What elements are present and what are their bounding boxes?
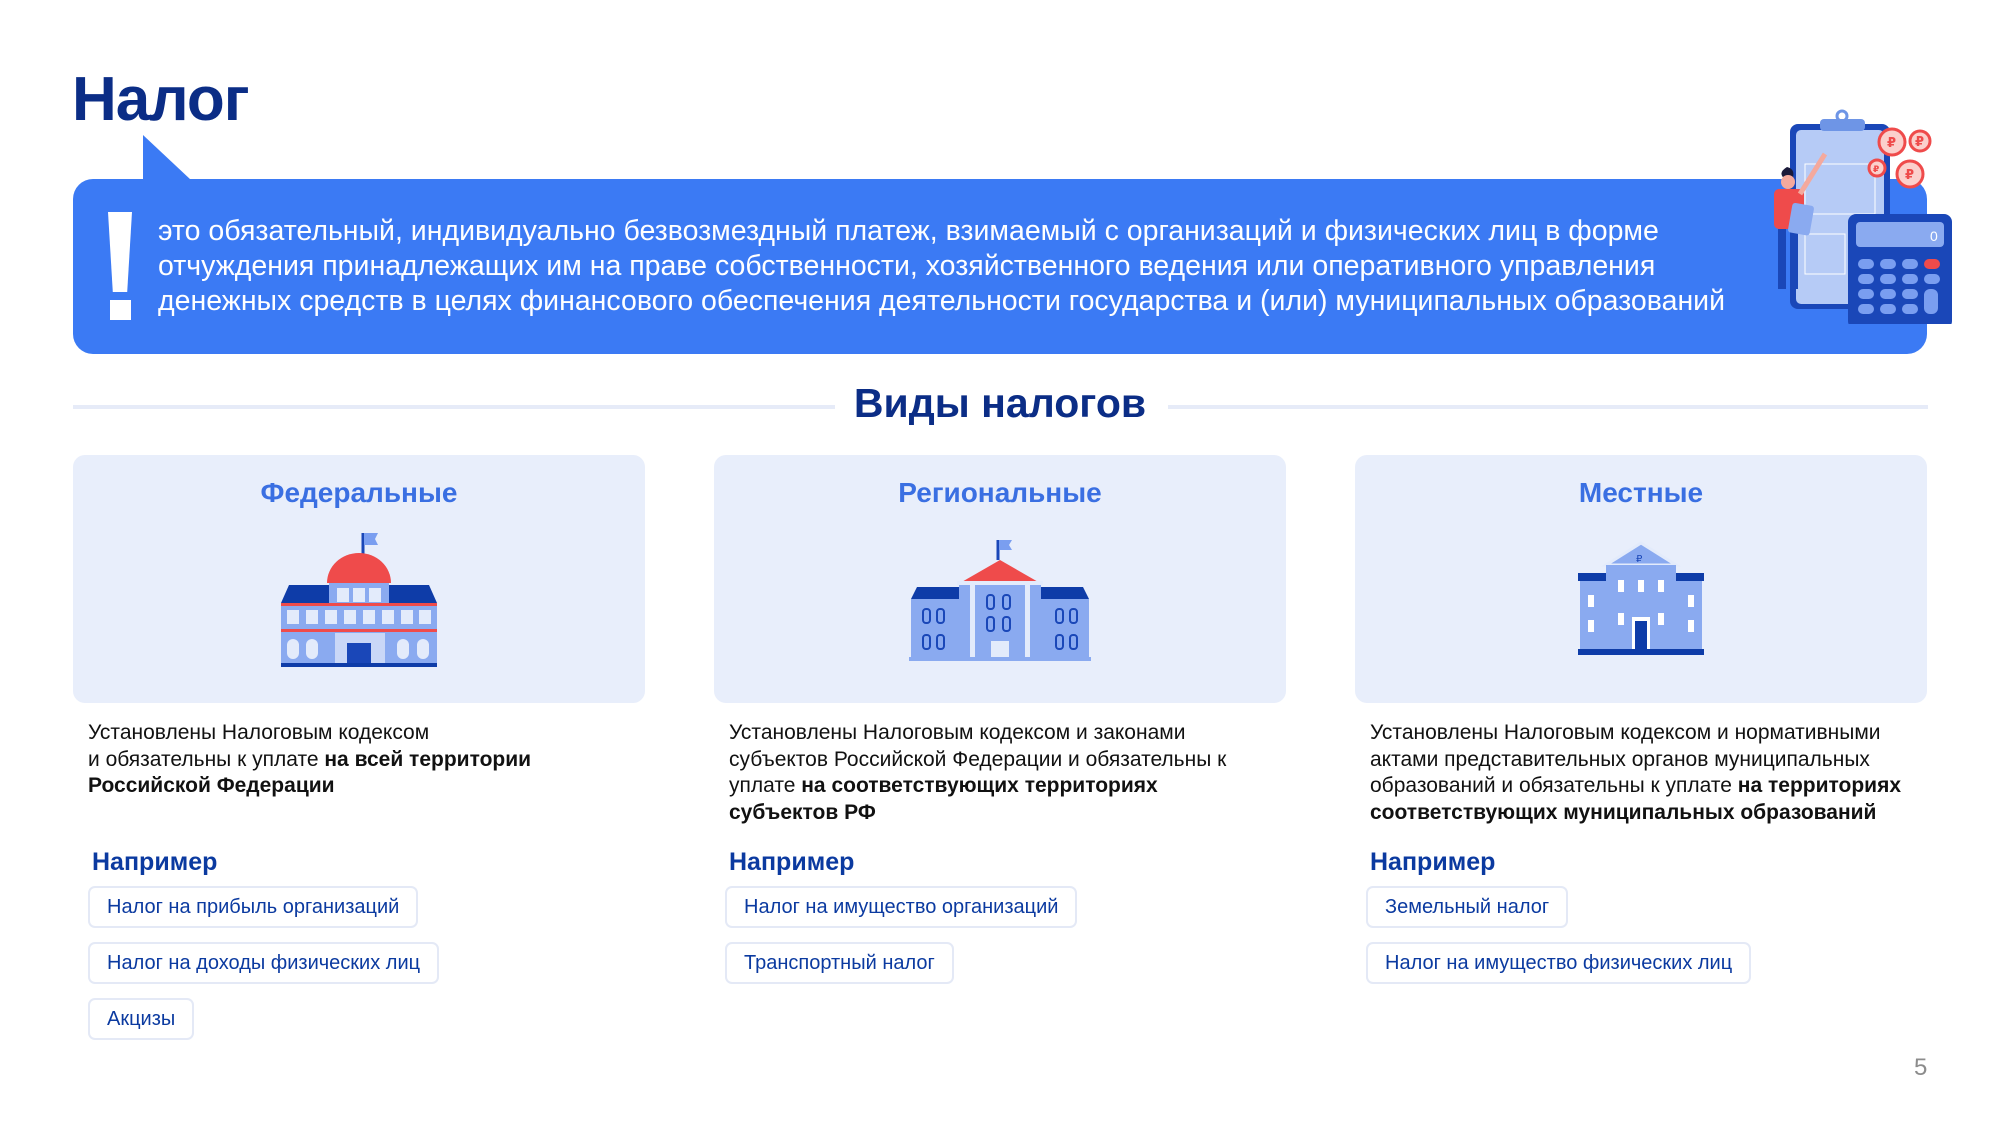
card-federal <box>73 455 645 703</box>
page-number: 5 <box>1914 1054 1928 1081</box>
svg-text:₽: ₽ <box>1915 135 1925 150</box>
example-label: Например <box>729 848 855 876</box>
card-title: Региональные <box>898 477 1102 508</box>
local-building-icon <box>1576 525 1706 675</box>
example-chip[interactable]: Транспортный налог <box>725 942 954 984</box>
example-chip[interactable]: Земельный налог <box>1366 886 1568 928</box>
page-title: Налог <box>72 65 249 134</box>
card-title: Местные <box>1578 477 1704 508</box>
federal-building-icon <box>267 525 451 675</box>
calculator-accountant-illustration <box>1760 104 1960 324</box>
description-bold-text: на всей территории Российской Федерации <box>88 747 532 797</box>
definition-line: отчуждения принадлежащих им на праве собственности, хозяйственного ведения или оперативного управления <box>158 250 1656 282</box>
card-description <box>729 720 1249 826</box>
card-regional <box>714 455 1286 703</box>
example-label: Например <box>92 848 218 876</box>
definition-text <box>158 214 1778 319</box>
description-text: Установлены Налоговым кодексом и нормативными актами представительных органов муниципальных образований и обязательны к уплате <box>1370 721 1881 797</box>
section-title: Виды налогов <box>853 380 1147 426</box>
card-description <box>1370 720 1940 826</box>
example-chip[interactable]: Налог на имущество физических лиц <box>1366 942 1751 984</box>
description-bold-text: на соответствующих территориях субъектов РФ <box>729 774 1158 824</box>
example-chip[interactable]: Налог на доходы физических лиц <box>88 942 439 984</box>
card-title: Федеральные <box>260 477 458 508</box>
example-chip[interactable]: Акцизы <box>88 998 194 1040</box>
description-bold-text: на территориях соответствующих муниципальных образований <box>1370 774 1902 824</box>
description-text: Установлены Налоговым кодексом и обязательны к уплате <box>88 721 430 771</box>
regional-building-icon <box>895 525 1105 675</box>
svg-text:₽: ₽ <box>1636 554 1643 565</box>
example-chip[interactable]: Налог на имущество организаций <box>725 886 1077 928</box>
calculator-display: 0 <box>1930 228 1938 244</box>
svg-text:₽: ₽ <box>1905 168 1915 183</box>
description-text: Установлены Налоговым кодексом и законами субъектов Российской Федерации и обязательны к уплате <box>729 721 1227 797</box>
card-description <box>88 720 608 800</box>
example-label: Например <box>1370 848 1496 876</box>
card-local <box>1355 455 1927 703</box>
exclamation-icon <box>106 212 134 322</box>
svg-text:₽: ₽ <box>1887 136 1897 151</box>
definition-line: денежных средств в целях финансового обеспечения деятельности государства и (или) муниципальных образований <box>158 285 1726 317</box>
speech-bubble-tail <box>143 135 191 180</box>
svg-text:₽: ₽ <box>1873 165 1880 175</box>
example-chip[interactable]: Налог на прибыль организаций <box>88 886 418 928</box>
definition-line: это обязательный, индивидуально безвозмездный платеж, взимаемый с организаций и физических лиц в форме <box>158 215 1659 247</box>
